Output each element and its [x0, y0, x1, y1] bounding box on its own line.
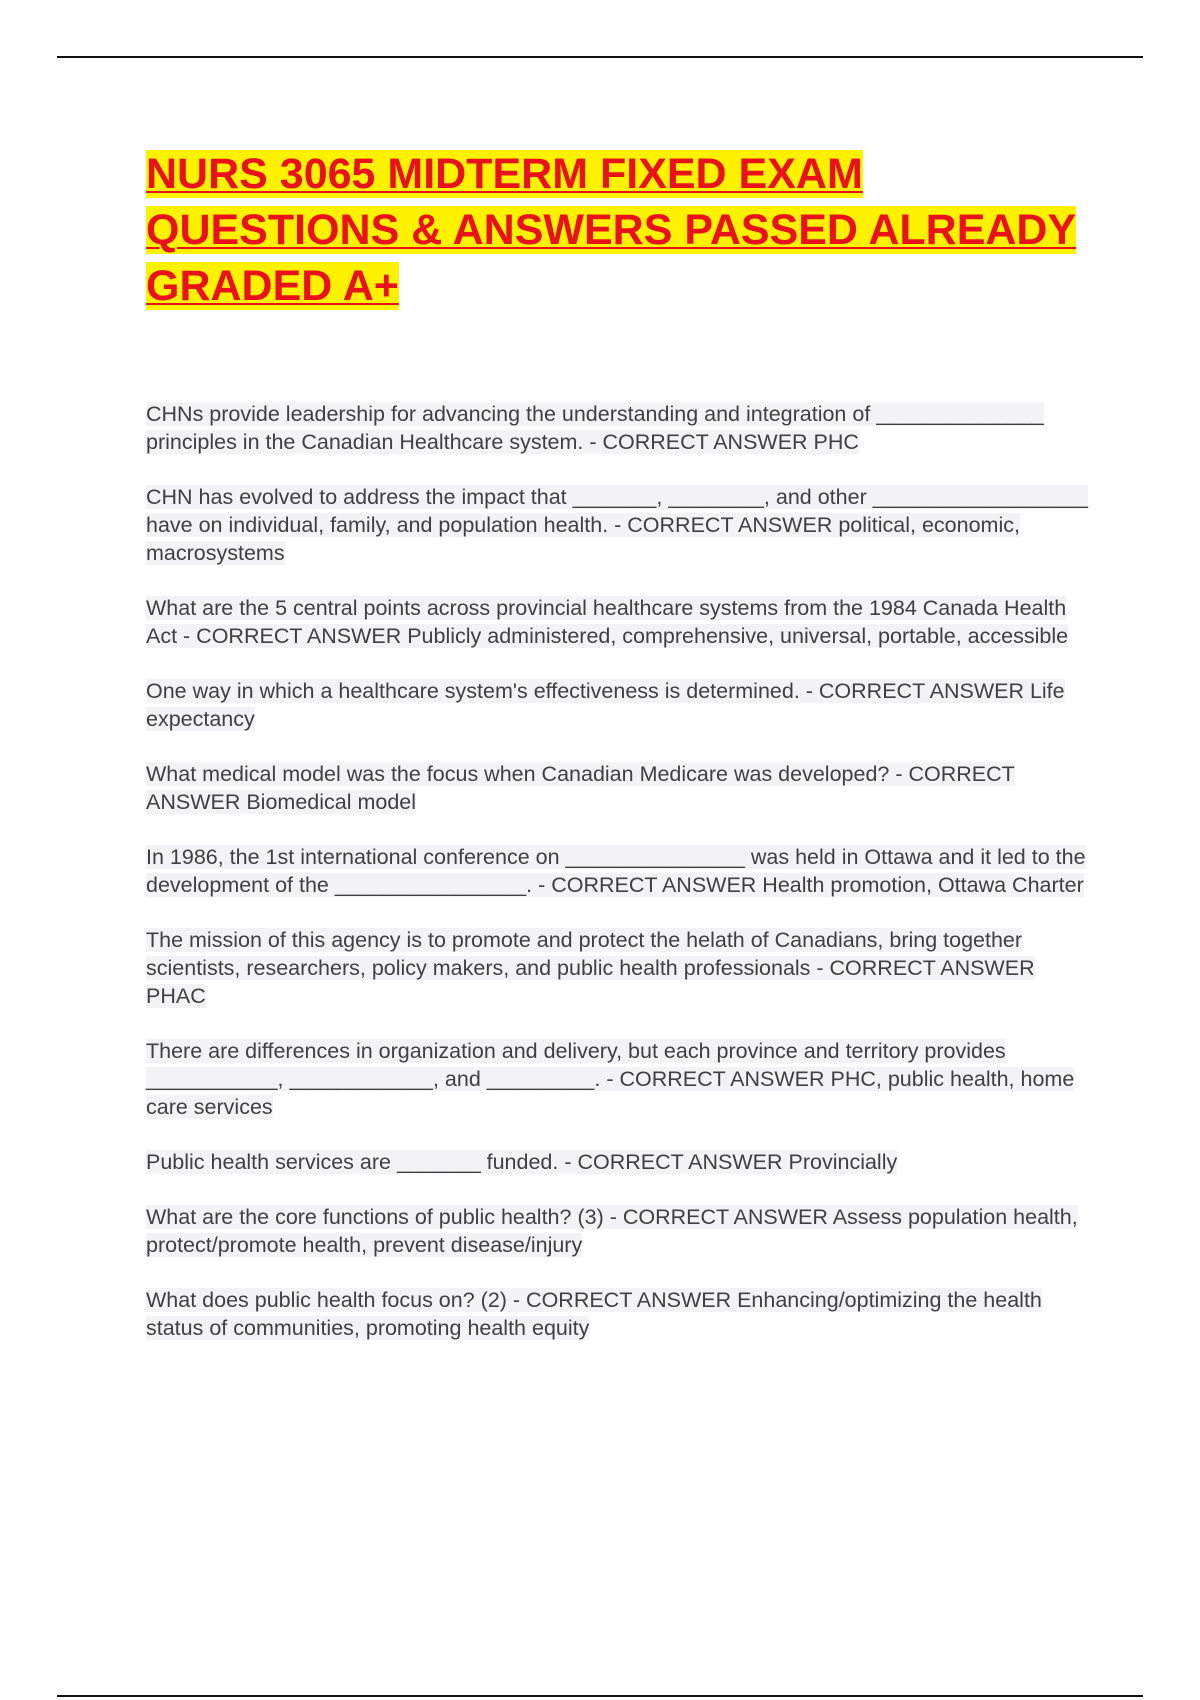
qa-item — [146, 400, 1096, 456]
qa-item-text: What does public health focus on? (2) - CORRECT ANSWER Enhancing/optimizing the health status of communities, promoting health equity — [146, 1288, 1042, 1340]
qa-item-text: What are the core functions of public health? (3) - CORRECT ANSWER Assess population health, protect/promote health, prevent disease/injury — [146, 1205, 1078, 1257]
qa-item-text: What medical model was the focus when Canadian Medicare was developed? - CORRECT ANSWER Biomedical model — [146, 762, 1015, 814]
document-body — [146, 146, 1096, 1369]
qa-item — [146, 483, 1096, 567]
qa-item — [146, 1286, 1096, 1342]
document-title — [146, 146, 1096, 314]
qa-item — [146, 1203, 1096, 1259]
qa-item — [146, 926, 1096, 1010]
qa-item — [146, 843, 1096, 899]
qa-item-text: What are the 5 central points across provincial healthcare systems from the 1984 Canada Health Act - CORRECT ANSWER Publicly administered, comprehensive, universal, portable, accessible — [146, 596, 1069, 648]
qa-item — [146, 760, 1096, 816]
qa-item — [146, 1148, 1096, 1176]
qa-item-text: In 1986, the 1st international conference on _______________ was held in Ottawa and it led to the development of the ________________. - CORRECT ANSWER Health promotion, Ottawa Charter — [146, 845, 1086, 897]
qa-item — [146, 677, 1096, 733]
document-title-text: NURS 3065 MIDTERM FIXED EXAM QUESTIONS & ANSWERS PASSED ALREADY GRADED A+ — [146, 150, 1077, 310]
qa-item-text: CHNs provide leadership for advancing the understanding and integration of ______________ principles in the Canadian Healthcare system. - CORRECT ANSWER PHC — [146, 402, 1044, 454]
qa-item-text: The mission of this agency is to promote and protect the helath of Canadians, bring together scientists, researchers, policy makers, and public health professionals - CORRECT ANSWER PHAC — [146, 928, 1035, 1008]
qa-item-text: CHN has evolved to address the impact that _______, ________, and other __________________ have on individual, family, and population health. - CORRECT ANSWER political, economic, macrosystems — [146, 485, 1088, 565]
top-rule — [57, 56, 1143, 58]
qa-item — [146, 594, 1096, 650]
bottom-rule — [57, 1695, 1143, 1697]
qa-list — [146, 400, 1096, 1342]
qa-item — [146, 1037, 1096, 1121]
qa-item-text: There are differences in organization and delivery, but each province and territory provides ___________, ____________, and _________. - CORRECT ANSWER PHC, public health, home care services — [146, 1039, 1075, 1119]
qa-item-text: One way in which a healthcare system's effectiveness is determined. - CORRECT ANSWER Life expectancy — [146, 679, 1065, 731]
qa-item-text: Public health services are _______ funded. - CORRECT ANSWER Provincially — [146, 1150, 898, 1174]
